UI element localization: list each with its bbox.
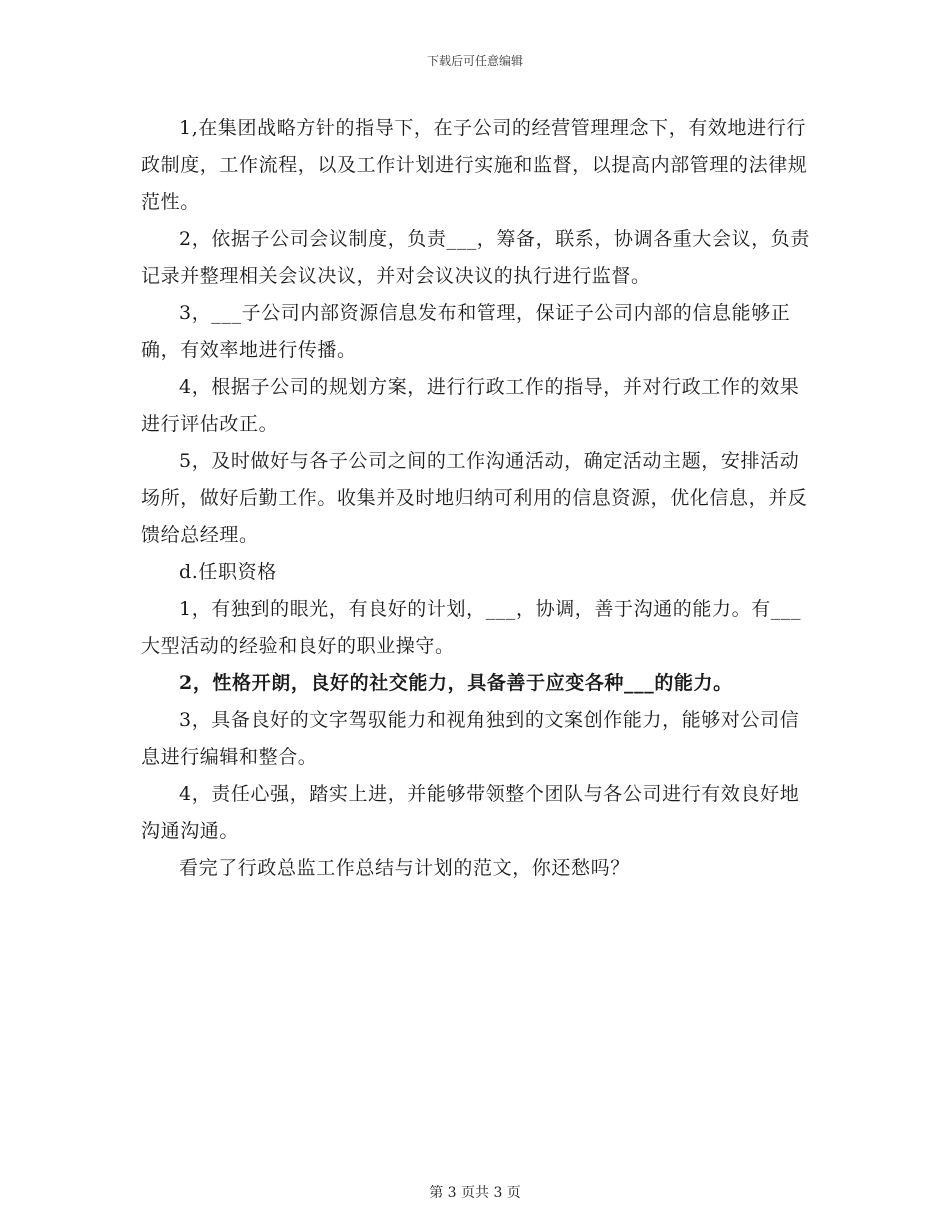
paragraph-duty-2: 2，依据子公司会议制度，负责___，筹备，联系，协调各重大会议，负责记录并整理相关会议决议，并对会议决议的执行进行监督。 [141, 228, 810, 287]
document-body [141, 110, 813, 887]
paragraph-duty-4: 4，根据子公司的规划方案，进行行政工作的指导，并对行政工作的效果进行评估改正。 [141, 376, 800, 435]
paragraph-duty-3: 3，___子公司内部资源信息发布和管理，保证子公司内部的信息能够正确，有效率地进行传播。 [141, 302, 791, 361]
paragraph-qualification-1: 1，有独到的眼光，有良好的计划，___，协调，善于沟通的能力。有___大型活动的经验和良好的职业操守。 [141, 598, 802, 657]
paragraph-qualification-2: 2，性格开朗，良好的社交能力，具备善于应变各种___的能力。 [179, 672, 733, 694]
paragraph-duty-5: 5，及时做好与各子公司之间的工作沟通活动，确定活动主题，安排活动场所，做好后勤工作。收集并及时地归纳可利用的信息资源，优化信息，并反馈给总经理。 [141, 450, 808, 546]
paragraph-qualification-3: 3，具备良好的文字驾驭能力和视角独到的文案创作能力，能够对公司信息进行编辑和整合。 [141, 709, 800, 768]
section-heading-qualifications: d.任职资格 [179, 561, 277, 583]
paragraph-qualification-4: 4，责任心强，踏实上进，并能够带领整个团队与各公司进行有效良好地沟通沟通。 [141, 783, 800, 842]
page-footer: 第 3 页共 3 页 [429, 1185, 521, 1201]
closing-sentence: 看完了行政总监工作总结与计划的范文，你还愁吗？ [179, 857, 630, 879]
page-header: 下载后可任意编辑 [426, 54, 523, 68]
paragraph-duty-1: 1,在集团战略方针的指导下，在子公司的经营管理理念下，有效地进行行政制度，工作流程，以及工作计划进行实施和监督，以提高内部管理的法律规范性。 [141, 117, 808, 213]
